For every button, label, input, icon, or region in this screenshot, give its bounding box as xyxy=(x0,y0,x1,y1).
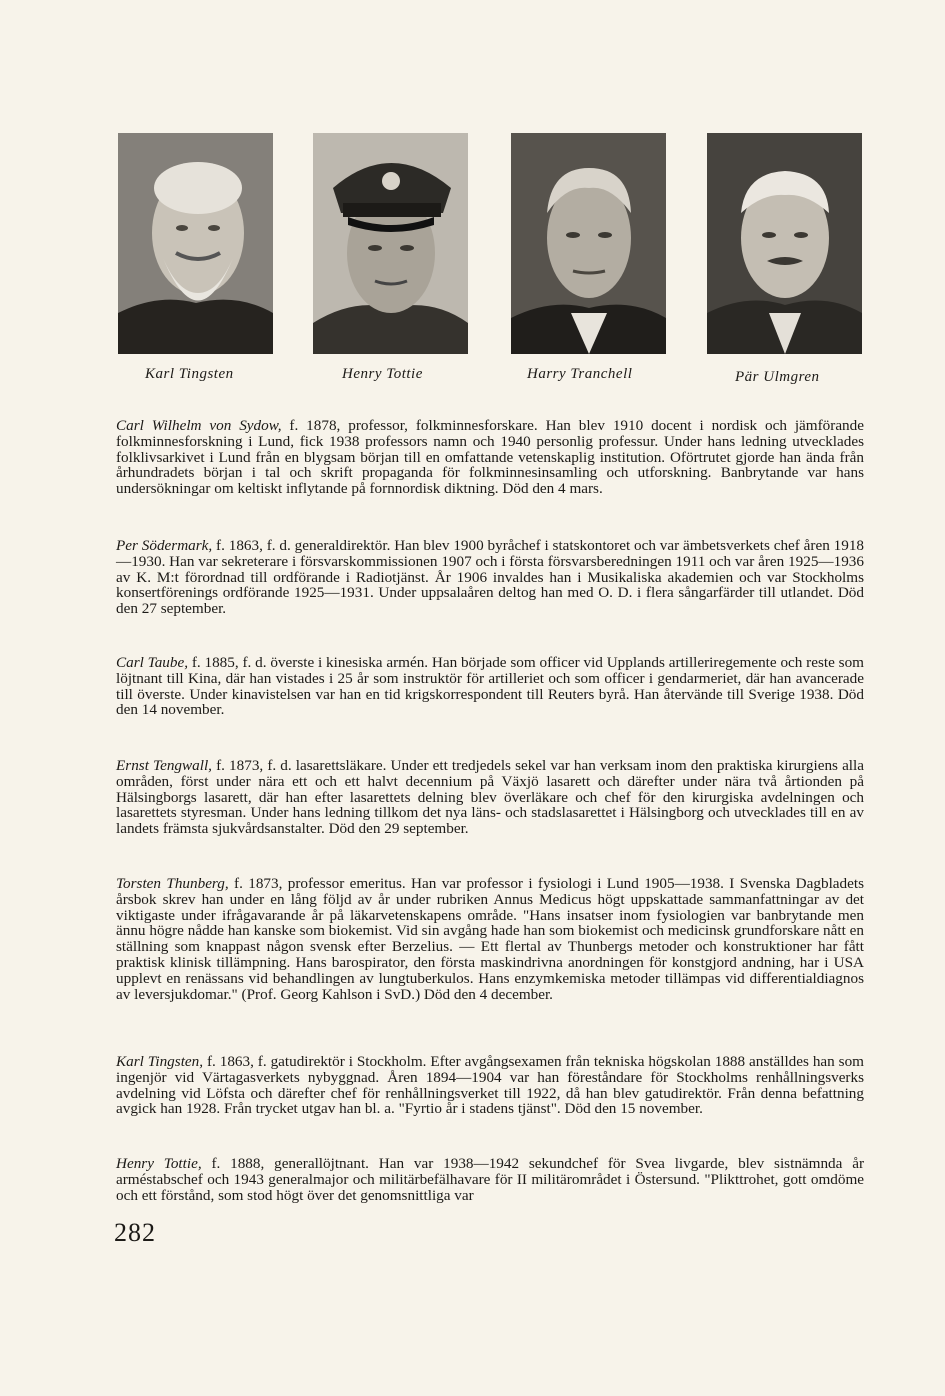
portrait-caption: Karl Tingsten xyxy=(145,366,234,382)
biography-text: f. 1885, f. d. överste i kinesiska armén. Han började som officer vid Upplands artilleriregemente och reste som löjtnant till Kina, där han vistades i 25 år som instruktör för artilleriet och som officer i gendarmeriet, där han avancerade till överste. Under kinavistelsen var han en tid krigskorrespondent till Reuters byrå. Han återvände till Sverige 1938. Död den 14 november. xyxy=(116,654,864,719)
person-name: Carl Wilhelm von Sydow, xyxy=(116,417,282,434)
portrait-photo-par-ulmgren xyxy=(707,133,862,354)
biography-text: f. 1873, f. d. lasarettsläkare. Under ett tredjedels sekel var han verksam inom den praktiska kirurgiens alla områden, först under nära ett och ett halvt decennium på Växjö lasarett och därefter under nära två årtionden på Hälsingborgs lasarett, där han efter lasarettets delning blev överläkare och chef för den kirurgiska avdelningen och lasarettets styresman. Under hans ledning tillkom det nya läns- och stadslasarettet i Hälsingborg och utvecklades till en av landets främsta sjukvårdsanstalter. Död den 29 september. xyxy=(116,757,864,838)
biography-entry xyxy=(116,758,864,837)
portrait-caption: Harry Tranchell xyxy=(527,366,633,382)
person-name: Ernst Tengwall, xyxy=(116,757,212,774)
person-name: Carl Taube, xyxy=(116,654,189,671)
portrait-photo-harry-tranchell xyxy=(511,133,666,354)
biography-text: f. 1888, generallöjtnant. Han var 1938—1942 sekundchef för Svea livgarde, blev sistnämnda år arméstabschef och 1943 generalmajor och militärbefälhavare för II militärområdet i Östersund. "Plikttrohet, gott omdöme och ett förstånd, som stod högt över det genomsnittliga var xyxy=(116,1155,865,1204)
person-name: Karl Tingsten, xyxy=(116,1053,204,1070)
person-name: Henry Tottie, xyxy=(116,1155,202,1172)
biography-entry xyxy=(116,655,864,718)
biography-entry xyxy=(116,1156,864,1203)
portrait-caption: Henry Tottie xyxy=(342,366,423,382)
biography-text: f. 1873, professor emeritus. Han var professor i fysiologi i Lund 1905—1938. I Svenska Dagbladets årsbok skrev han under en lång följd av år under rubriken Annus Medicus högt uppskattade sammanfattningar av det viktigaste under ifrågavarande år på läkarvetenskapens område. "Hans insatser inom fysiologien var banbrytande men ännu högre nådde han kanske som biokemist. Vid sin avgång hade han som biokemist och medicinsk grundforskare nått en ställning som knappast någon svensk efter Berzelius. — Ett flertal av Thunbergs metoder och konstruktioner har fått praktisk klinisk tillämpning. Hans barospirator, den första maskindrivna anordningen för konstgjord andning, har i USA upplevt en renässans vid behandlingen av lungtuberkulos. Hans enzymkemiska metoder tillämpas vid differentialdiagnos av leversjukdomar." (Prof. Georg Kahlson i SvD.) Död den 4 december. xyxy=(116,875,864,1003)
person-name: Torsten Thunberg, xyxy=(116,875,229,892)
person-name: Per Södermark, xyxy=(116,537,213,554)
biography-entry xyxy=(116,418,864,497)
biography-text: f. 1878, professor, folkminnesforskare. Han blev 1910 docent i nordisk och jämförande folkminnesforskning i Lund, fick 1938 professors namn och 1940 personlig professur. Under hans ledning utvecklades folklivsarkivet i Lund från en blygsam början till en omfattande vetenskaplig institution. Oförtrutet gjorde han ända från århundradets början i tal och skrift propaganda för folkminnesinsamling och utforskning. Banbrytande var hans undersökningar om keltiskt inflytande på fornnordisk diktning. Död den 4 mars. xyxy=(116,417,864,498)
portrait-photo-henry-tottie xyxy=(313,133,468,354)
biography-entry xyxy=(116,876,864,1002)
portrait-row xyxy=(118,133,862,355)
biography-entry xyxy=(116,538,864,617)
portrait-caption: Pär Ulmgren xyxy=(735,369,820,385)
biography-entry xyxy=(116,1054,864,1117)
page-number: 282 xyxy=(114,1218,156,1247)
biography-text: f. 1863, f. gatudirektör i Stockholm. Efter avgångsexamen från tekniska högskolan 1888 anställdes han som ingenjör vid Värtagasverkets nybyggnad. Åren 1894—1904 var han föreståndare för Stockholms renhållningsverks avdelning vid Löfsta och därefter chef för renhållningsverket till 1922, då han blev gatudirektör. Från denna befattning avgick han 1928. Från trycket utgav han bl. a. "Fyrtio år i stadens tjänst". Död den 15 november. xyxy=(116,1053,864,1118)
portrait-photo-karl-tingsten xyxy=(118,133,273,354)
biography-text: f. 1863, f. d. generaldirektör. Han blev 1900 byråchef i statskontoret och var ämbetsverkets chef åren 1918—1930. Han var sekreterare i försvarskommissionen 1907 och i första försvarsberedningen 1911 och var åren 1925—1936 av K. M:t förordnad till ordförande i Radiotjänst. År 1906 invaldes han i Musikaliska akademien och var Stockholms konsertförenings ordförande 1925—1931. Under uppsalaåren deltog han med O. D. i flera sångarfärder till utlandet. Död den 27 september. xyxy=(116,537,865,618)
